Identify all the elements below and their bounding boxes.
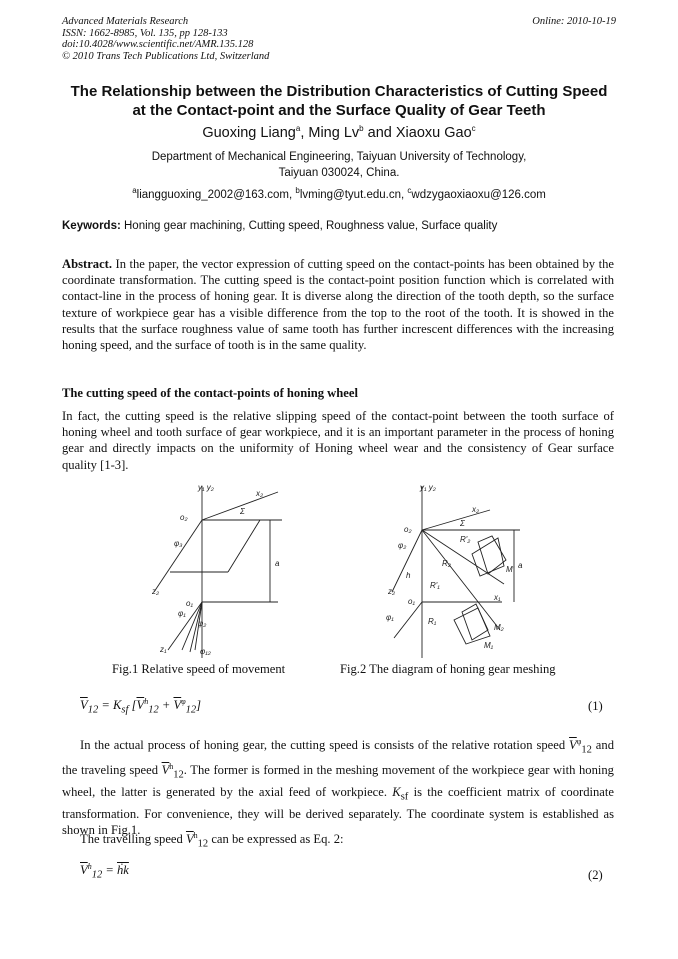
fig2-label: Σ	[460, 519, 465, 528]
author-3-sup: c	[471, 124, 476, 133]
fig2-label: R'₁	[430, 581, 440, 590]
fig1-label: φ₁	[178, 609, 186, 618]
eq1-sup: h	[144, 697, 149, 706]
fig2-label: R'₂	[460, 535, 471, 544]
affiliation-line: Taiyuan 030024, China.	[278, 166, 400, 179]
inline-math: $\overline{V}$	[161, 763, 170, 778]
eq2-sub: 12	[91, 869, 103, 881]
fig2-label: M'	[506, 565, 515, 574]
eq1-bracket: ]	[196, 698, 202, 713]
inline-math-sup: h	[193, 831, 198, 840]
doi-line: doi:10.4028/www.scientific.net/AMR.135.128	[62, 39, 254, 50]
fig1-label: φ₃	[174, 539, 183, 548]
inline-math-sub: 12	[173, 769, 184, 781]
eq1-k-sub: sf	[121, 704, 129, 716]
equation-1	[80, 697, 201, 716]
inline-math-sup: h	[169, 761, 174, 771]
fig2-label: x₂	[472, 505, 480, 514]
email-2: lvming@tyut.edu.cn,	[299, 188, 408, 201]
fig2-label: φ₂	[398, 541, 407, 550]
body-paragraph: In fact, the cutting speed is the relative slipping speed of the contact-point between the tooth surface of honing wheel and tooth surface of gear workpiece, and it is an important parameter in the process of honing gear and directly impacts on the uniformity of Honing wheel wear and the consistency of Gear surface quality [1-3].	[62, 409, 614, 472]
email-sup: b	[295, 186, 300, 195]
eq1-bracket: [	[128, 698, 137, 713]
inline-math-sub: 12	[581, 744, 592, 756]
eq1-lhs: $\overline{V}$	[80, 698, 88, 713]
equation-1-number: (1)	[588, 699, 603, 713]
emails	[62, 186, 616, 201]
inline-math: $\overline{V}$	[569, 738, 577, 753]
issn-line: ISSN: 1662-8985, Vol. 135, pp 128-133	[62, 27, 228, 39]
abstract-text: In the paper, the vector expression of cutting speed on the contact-points has been obtained by the coordinate transformation. The cutting speed is the contact-point position function which is correlated with contact-line in the process of honing gear. It is diverse along the direction of the tooth depth, so the surface texture of workpiece gear has a visible difference from the top to the root of the tooth. It is showed in the results that the surface roughness value of same tooth has further increscent differences with the increasing honing speed, and the surface of tooth is in the same quality.	[62, 257, 614, 353]
author-2: Ming Lv	[308, 124, 360, 141]
eq1-k: K	[113, 698, 122, 713]
para2-text: and the traveling speed	[62, 738, 614, 778]
keywords-text: Honing gear machining, Cutting speed, Roughness value, Surface quality	[120, 220, 498, 232]
equation-2	[80, 862, 129, 881]
eq1-plus: +	[158, 698, 174, 713]
paper-title: The Relationship between the Distribution Characteristics of Cutting Speed at the Contact-point and the Surface Quality of Gear Teeth	[70, 83, 608, 119]
author-sep: ,	[300, 124, 309, 141]
eq1-sub: 12	[148, 704, 159, 716]
author-sep: and	[363, 124, 396, 141]
abstract-label: Abstract.	[62, 257, 113, 271]
eq2-rhs: $\overline{ḣk}$	[117, 863, 129, 878]
fig2-label: o₁	[408, 597, 415, 606]
copyright-line: © 2010 Trans Tech Publications Ltd, Switzerland	[62, 50, 270, 62]
fig1-label: y₁ y₂	[198, 483, 214, 492]
eq2-sup: h	[87, 862, 92, 871]
fig2-label: z₂	[388, 587, 396, 596]
body-paragraph	[62, 734, 614, 838]
eq1-term: $\overline{V}$	[136, 698, 145, 713]
eq2-equals: =	[102, 863, 117, 878]
para2-text: In the actual process of honing gear, the cutting speed is consists of the relative rotation speed	[80, 738, 570, 753]
inline-math: $\overline{V}$	[185, 832, 194, 847]
online-date: Online: 2010-10-19	[532, 16, 616, 27]
fig1-label: z₂	[152, 587, 160, 596]
eq1-sub: 12	[87, 704, 99, 716]
eq1-equals: =	[98, 698, 113, 713]
eq1-sub: 12	[185, 704, 197, 716]
para3-text: can be expressed as Eq. 2:	[208, 832, 344, 847]
figure-1-caption: Fig.1 Relative speed of movement	[112, 662, 286, 676]
fig2-label: a	[518, 561, 523, 570]
fig2-label: φ₁	[386, 613, 394, 622]
author-2-sup: b	[359, 124, 364, 133]
keywords-label: Keywords:	[62, 220, 121, 232]
para3-text: The travelling speed	[80, 832, 186, 847]
para2-text: is the coefficient matrix of coordinate transformation. For convenience, they will be derived separately. The coordinate system is established as shown in Fig.1.	[62, 784, 614, 837]
inline-math: K	[392, 784, 401, 799]
email-sup: c	[407, 186, 412, 195]
journal-name: Advanced Materials Research	[62, 16, 189, 27]
fig1-label: o₁	[186, 599, 193, 608]
keywords	[62, 220, 616, 232]
email-3: wdzygaoxiaoxu@126.com	[411, 188, 546, 201]
abstract	[62, 256, 614, 353]
affiliation	[62, 150, 616, 181]
section-heading: The cutting speed of the contact-points of honing wheel	[62, 386, 358, 400]
fig2-label: x₁	[494, 593, 501, 602]
fig2-label: M₁	[484, 641, 494, 650]
fig2-label: h	[406, 571, 411, 580]
inline-math-sup: φ	[576, 737, 582, 746]
email-sup: a	[132, 186, 137, 195]
figure-2-diagram	[380, 480, 530, 660]
fig1-label: a	[275, 559, 280, 568]
fig1-label: Σ	[240, 507, 245, 516]
fig1-label: φ₂	[198, 619, 207, 628]
inline-math-sub: sf	[400, 791, 409, 803]
figure-2-caption: Fig.2 The diagram of honing gear meshing	[340, 662, 556, 676]
author-1: Guoxing Liang	[202, 124, 296, 141]
eq2-lhs: $\overline{V}$	[80, 863, 88, 878]
equation-2-number: (2)	[588, 868, 603, 882]
eq1-sup: φ	[181, 697, 186, 706]
figure-1-diagram	[140, 480, 300, 660]
affiliation-line: Department of Mechanical Engineering, Taiyuan University of Technology,	[151, 151, 527, 163]
journal-header	[62, 16, 616, 62]
fig2-label: y₁ y₂	[420, 483, 436, 492]
fig2-label: R₁	[428, 617, 437, 626]
body-paragraph	[80, 828, 600, 853]
inline-math-sub: 12	[197, 838, 209, 850]
author-3: Xiaoxu Gao	[395, 124, 472, 141]
email-1: liangguoxing_2002@163.com,	[136, 188, 296, 201]
author-1-sup: a	[295, 124, 301, 133]
fig2-label: R₂	[442, 559, 451, 568]
para2-text: . The former is formed in the meshing movement of the workpiece gear with honing wheel, the latter is generated by the axial feed of workpiece.	[62, 763, 614, 799]
fig2-label: o₂	[404, 525, 412, 534]
fig1-label: φ₁₂	[200, 647, 211, 656]
fig2-label: M₂	[494, 623, 504, 632]
fig1-label: x₂	[256, 489, 264, 498]
author-list	[62, 124, 616, 141]
fig1-label: z₁	[160, 645, 167, 654]
fig1-label: o₂	[180, 513, 188, 522]
eq1-term: $\overline{V}$	[173, 698, 182, 713]
